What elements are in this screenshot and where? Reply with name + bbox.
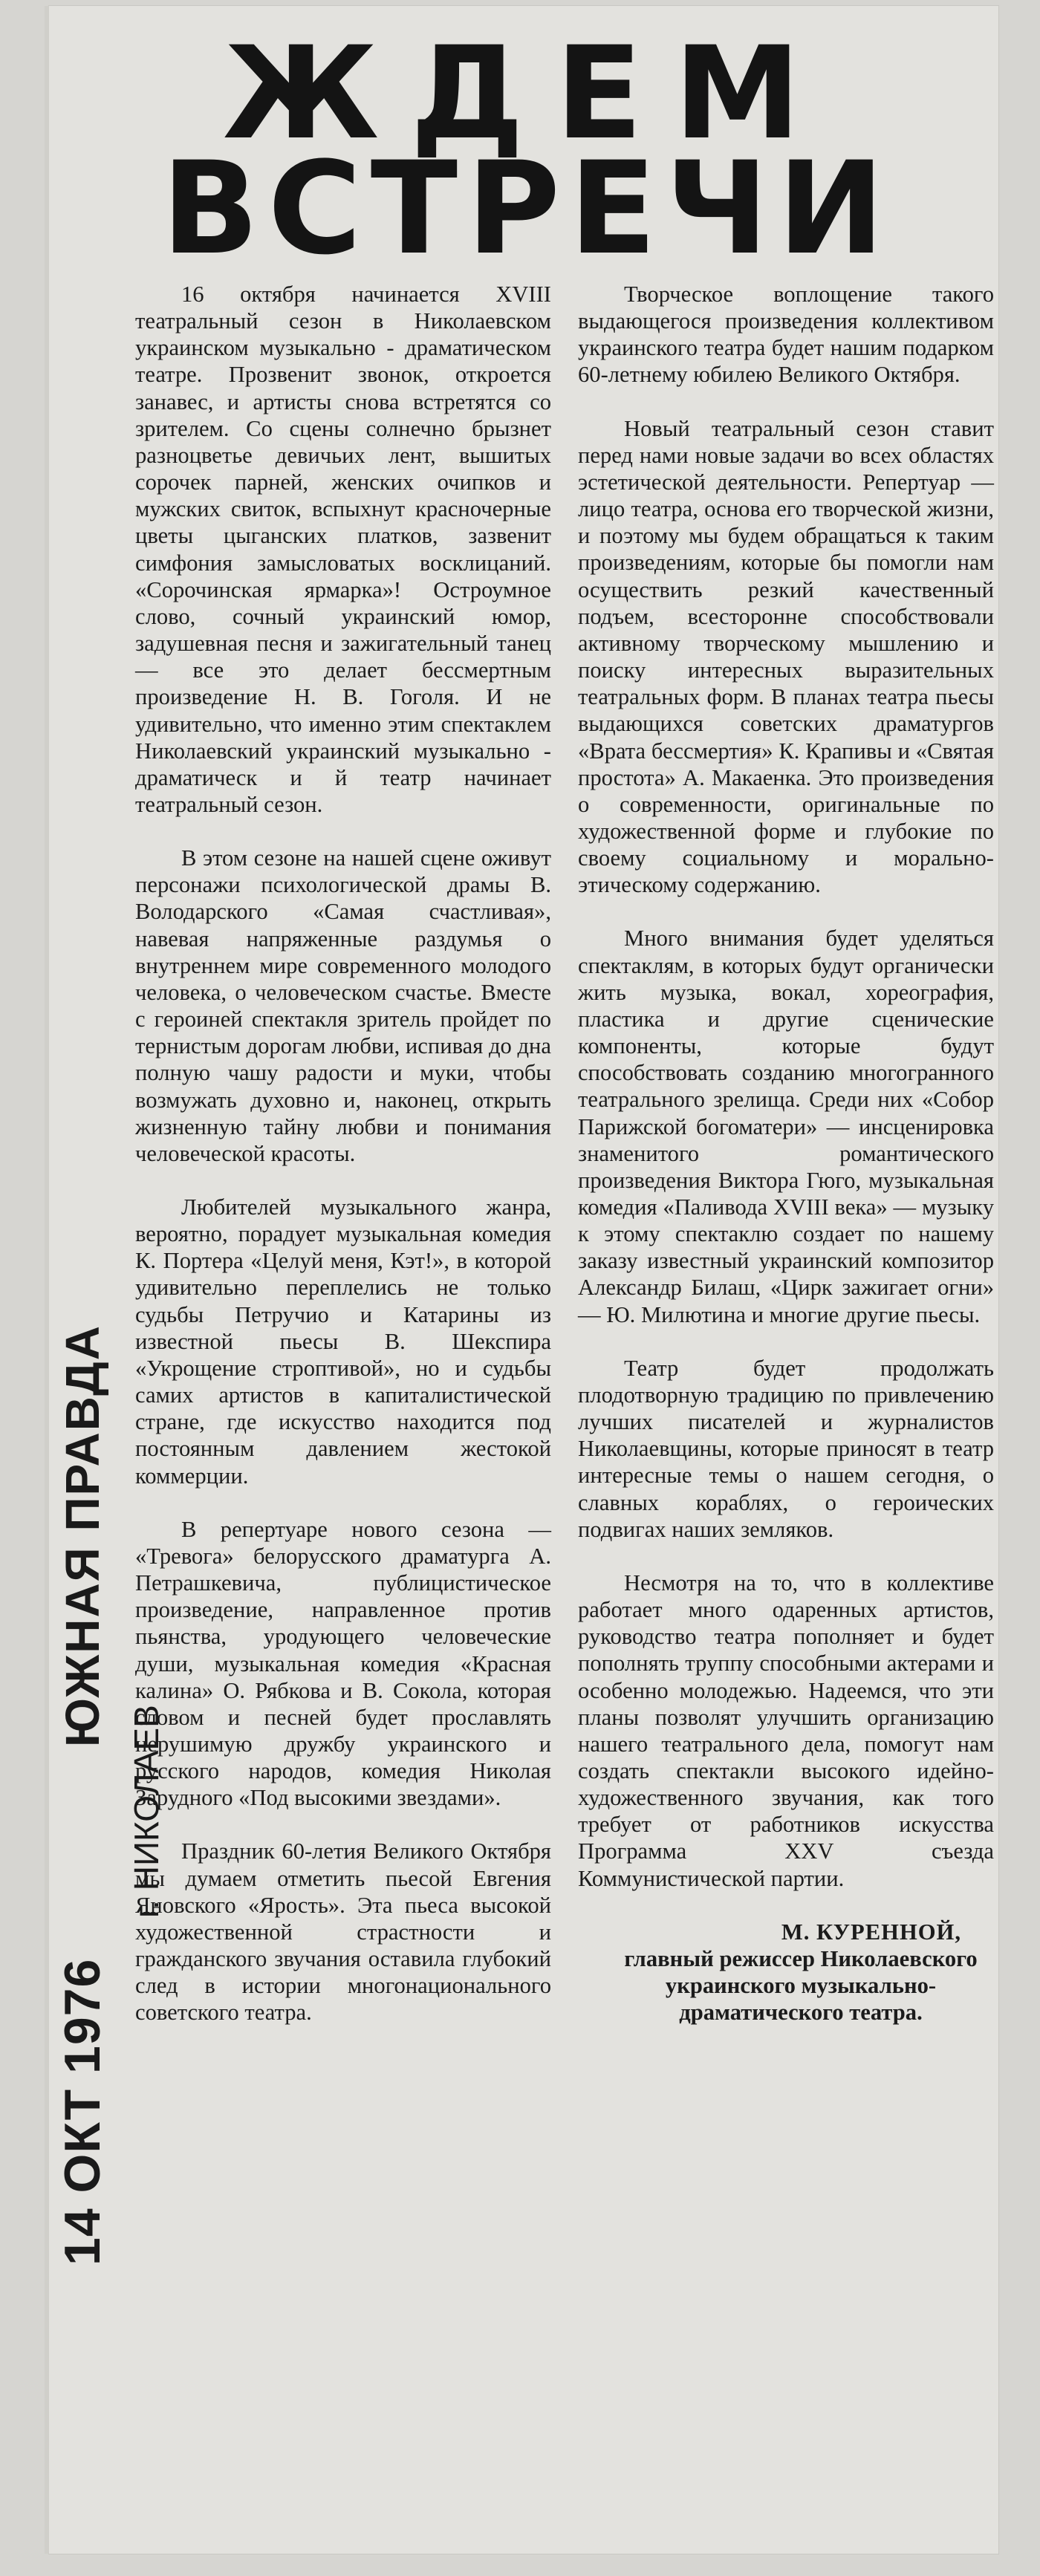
- paper-edge-left: [45, 6, 49, 2554]
- headline-line-2: ВСТРЕЧИ: [161, 134, 894, 283]
- paragraph: Театр будет продолжать плодотворную традицию по привлечению лучших писателей и журналистов Николаевщины, которые приносят в театр интересные темы о нашем сегодня, о славных кораблях, о героических подвигах наших земляков.: [578, 1355, 994, 1542]
- headline-line-1: ЖДЕМ: [222, 19, 833, 168]
- date-stamp: 14 ОКТ 1976: [54, 1958, 111, 2266]
- author-name: М. КУРЕННОЙ,: [781, 1919, 961, 1945]
- paragraph: 16 октября начинается XVIII театральный сезон в Николаевском украинском музыкально - драматическом театре. Прозвенит звонок, откроется занавес, и артисты снова встретятся со зрителем. Со сцены солнечно брызнет разноцветье девичьих лент, вышитых сорочек парней, женских очипков и мужских свиток, вспыхнут красночерные цветы цыганских платков, зазвенит симфония замысловатых восклицаний. «Сорочинская ярмарка»! Остроумное слово, сочный украинский юмор, задушевная песня и зажигательный танец — все это делает бессмертным произведение Н. В. Гоголя. И не удивительно, что именно этим спектаклем Николаевский украинский музыкально - драматическ и й театр начинает театральный сезон.: [135, 282, 551, 817]
- paragraph: Праздник 60-летия Великого Октября мы думаем отметить пьесой Евгения Яновского «Ярость». Эта пьеса высокой художественной страстности и гражданского звучания оставила глубокий след в истории многонационального советского театра.: [135, 1838, 551, 2026]
- paragraph: В этом сезоне на нашей сцене оживут персонажи психологической драмы В. Володарского «Самая счастливая», навевая напряженные раздумья о внутреннем мире современного молодого человека, о человеческом счастье. Вместе с героиней спектакля зритель пройдет по тернистым дорогам любви, испивая до дна полную чашу радости и муки, чтобы возмужать духовно и, наконец, открыть жизненную тайну любви и понимания человеческой красоты.: [135, 845, 551, 1166]
- paragraph: Несмотря на то, что в коллективе работает много одаренных артистов, руководство театра пополняет и будет пополнять труппу способными актерами и особенно молодежью. Надеемся, что эти планы позволят улучшить организацию нашего театрального дела, помогут нам создать спектакли высокого идейно-художественного звучания, как того требует от работников искусства Программа XXV съезда Коммунистической партии.: [578, 1570, 994, 1891]
- paragraph: Новый театральный сезон ставит перед нами новые задачи во всех областях эстетической деятельности. Репертуар — лицо театра, основа его творческой жизни, и поэтому мы будем обращаться к таким произведениям, которые бы помогли нам осуществить резкий качественный подъем, всесторонне способствовали активному творческому мышлению и поиску интересных выразительных театральных форм. В планах театра пьесы выдающихся советских драматургов «Врата бессмертия» К. Крапивы и «Святая простота» А. Макаенка. Это произведения о современности, оригинальные по художественной форме и глубокие по своему социальному и морально-этическому содержанию.: [578, 415, 994, 898]
- paragraph: Любителей музыкального жанра, вероятно, порадует музыкальная комедия К. Портера «Целуй меня, Кэт!», в которой удивительно переплелись не только судьбы Петручио и Катарины из известной пьесы В. Шекспира «Укрощение строптивой», но и судьбы самих артистов в капиталистической стране, где искусство находится под постоянным давлением жестокой коммерции.: [135, 1194, 551, 1489]
- paragraph: Творческое воплощение такого выдающегося произведения коллективом украинского театра будет нашим подарком 60-летнему юбилею Великого Октября.: [578, 282, 994, 388]
- city-stamp: г. НИКОЛАЕВ: [127, 1705, 166, 1918]
- paragraph: В репертуаре нового сезона — «Тревога» белорусского драматурга А. Петрашкевича, публицистическое произведение, направленное против пьянства, уродующего человеческие души, музыкальная комедия «Красная калина» О. Рябкова и В. Сокола, которая словом и песней будет прославлять нерушимую дружбу украинского и русского народов, комедия Николая Зарудного «Под высокими звездами».: [135, 1516, 551, 1811]
- author-signature: [578, 1919, 994, 2026]
- newspaper-name-stamp: ЮЖНАЯ ПРАВДА: [56, 1324, 109, 1747]
- article-column-left: [135, 281, 551, 2053]
- paragraph: Много внимания будет уделяться спектаклям, в которых будут органически жить музыка, вокал, хореография, пластика и другие сценические компоненты, которые будут способствовать созданию многогранного театрального зрелища. Среди них «Собор Парижской богоматери» — инсценировка знаменитого романтического произведения Виктора Гюго, музыкальная комедия «Паливода XVIII века» — музыку к этому спектаклю создает по нашему заказу известный украинский композитор Александр Билаш, «Цирк зажигает огни» — Ю. Милютина и многие другие пьесы.: [578, 926, 994, 1327]
- author-title: главный режиссер Николаевского украинского музыкально-драматического театра.: [624, 1945, 978, 2026]
- article-column-right: [578, 281, 994, 2026]
